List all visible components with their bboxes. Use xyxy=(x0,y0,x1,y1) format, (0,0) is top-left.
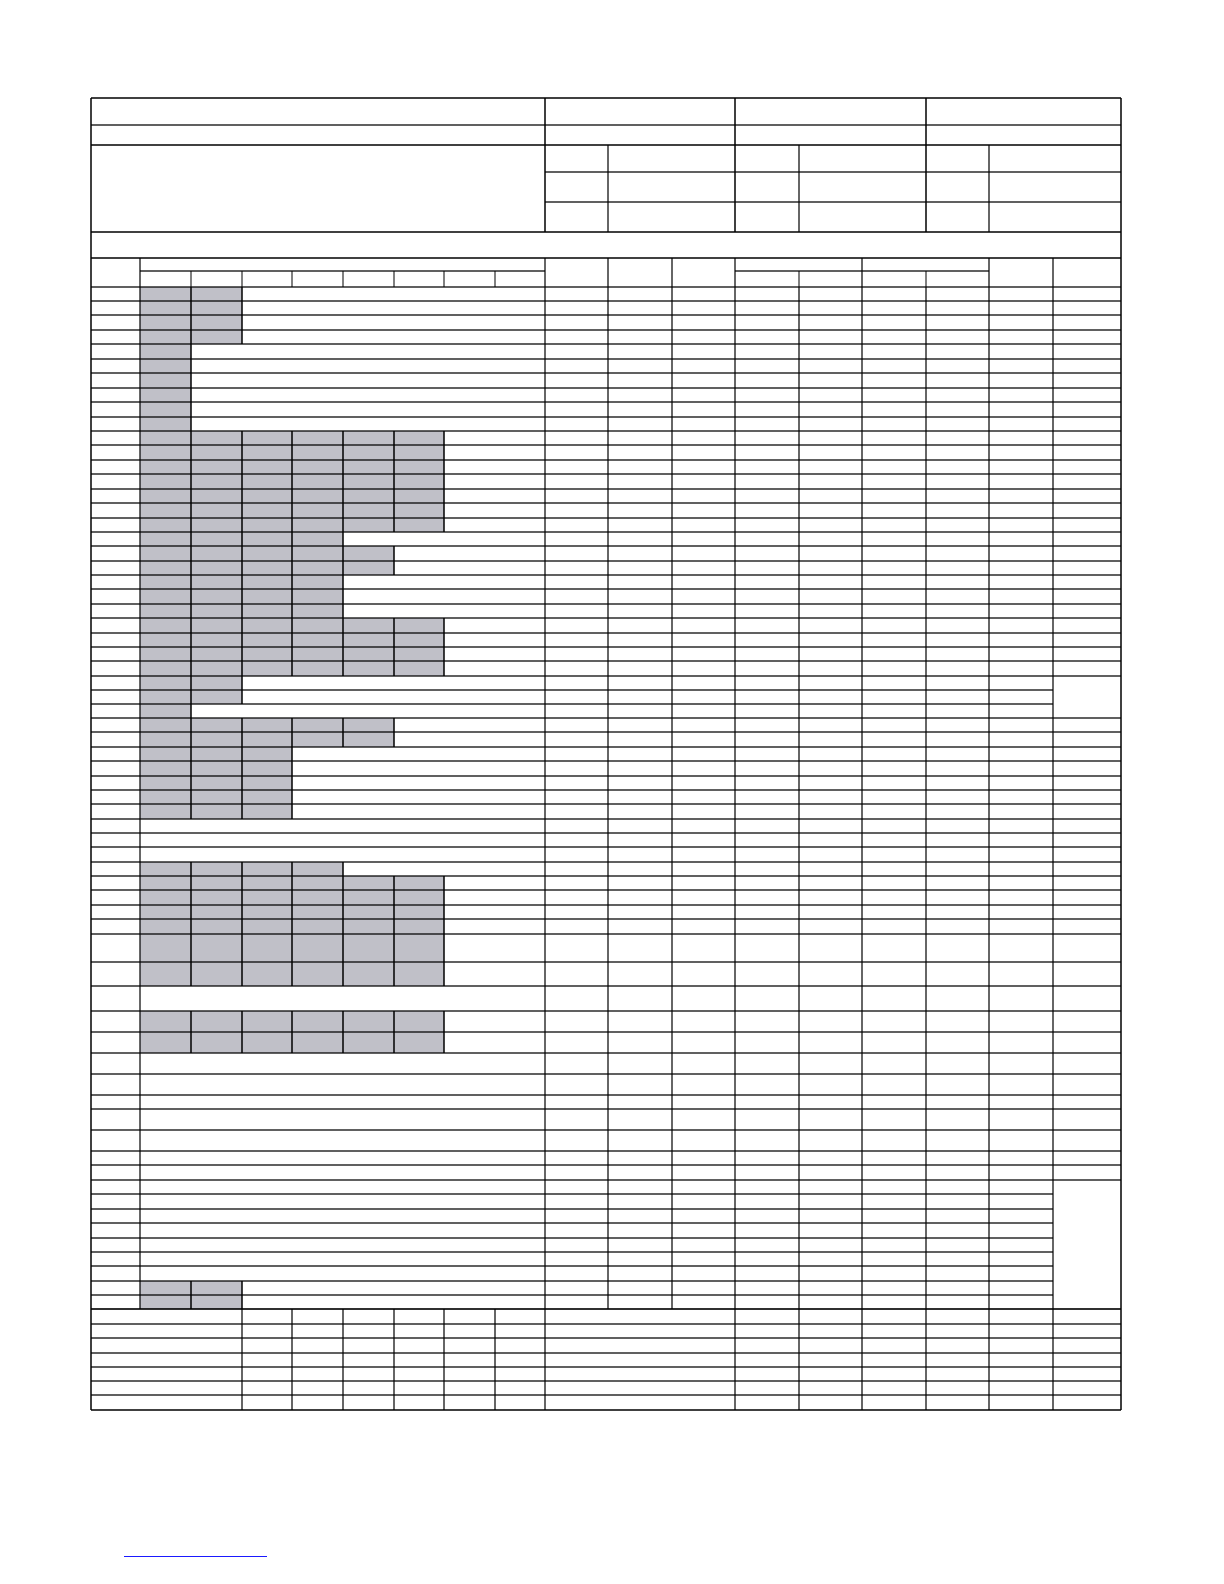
footer-link-underline[interactable] xyxy=(124,1556,267,1557)
shaded-cells xyxy=(140,747,292,819)
shaded-cells xyxy=(140,704,191,718)
